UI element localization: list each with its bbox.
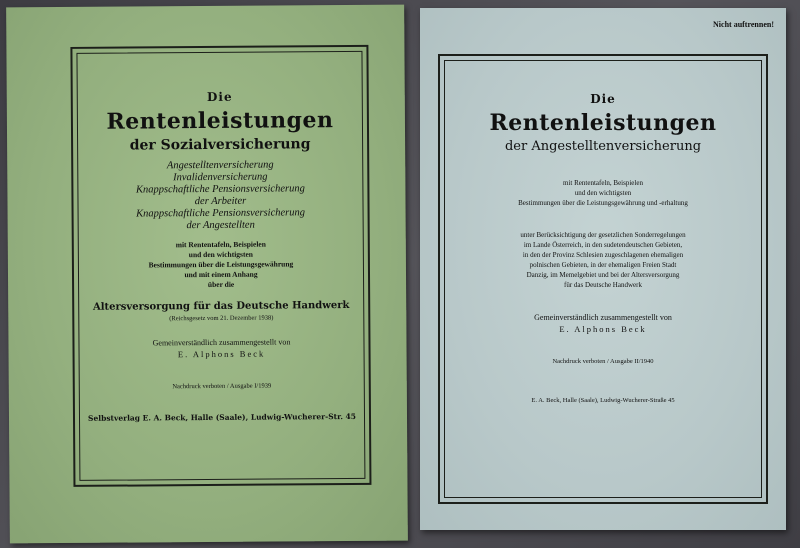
scope-paragraph [446,230,760,290]
edition-note: Nachdruck verboten / Ausgabe II/1940 [552,358,654,365]
publisher-line: E. A. Beck, Halle (Saale), Ludwig-Wucherer-Straße 45 [531,397,675,404]
contents-list [80,239,362,291]
contents-line: und den wichtigsten [574,189,632,197]
paragraph-line: im Lande Österreich, in den sudetendeutschen Gebieten, [523,241,683,249]
appendix-title: Altersversorgung für das Deutsche Handwerk [92,300,350,313]
branch-line: der Angestellten [186,219,255,232]
corner-note: Nicht auftrennen! [713,20,774,29]
cover-die: Die [590,92,616,106]
paragraph-line: unter Berücksichtigung der gesetzlichen Sonderregelungen [520,231,686,239]
law-note: (Reichsgesetz vom 21. Dezember 1938) [169,314,274,323]
edition-note: Nachdruck verboten / Ausgabe I/1939 [172,382,272,391]
cover-subtitle: der Sozialversicherung [129,136,311,154]
cover-title: Rentenleistungen [489,110,717,136]
cover-die: Die [206,89,233,104]
branch-line: Angestelltenversicherung [166,159,274,172]
contents-line: Bestimmungen über die Leistungsgewährung [148,259,294,270]
contents-line: und den wichtigsten [188,249,253,260]
branch-line: Knappschaftliche Pensionsversicherung [135,183,305,196]
cover-title: Rentenleistungen [106,107,334,135]
contents-line: mit Rententafeln, Beispielen [175,239,266,250]
paragraph-line: Danzig, im Memelgebiet und bei der Altersversorgung [526,271,680,279]
paragraph-line: polnischen Gebieten, in der ehemaligen Freien Stadt [529,261,677,269]
paragraph-line: für das Deutsche Handwerk [564,281,642,289]
branch-line: Knappschaftliche Pensionsversicherung [136,207,306,220]
contents-line: über die [207,279,235,289]
booklet-cover-blue [420,8,786,530]
author-intro: Gemeinverständlich zusammengestellt von [152,337,291,348]
author-intro: Gemeinverständlich zusammengestellt von [534,313,672,322]
contents-line: und mit einem Anhang [184,269,258,280]
author-name: E. Alphons Beck [177,348,266,360]
cover-text [446,92,760,492]
author-name: E. Alphons Beck [559,324,647,334]
paragraph-line: in den der Provinz Schlesien zugeschlagenen ehemaligen [522,251,684,259]
cover-subtitle: der Angestelltenversicherung [504,139,702,154]
contents-line: mit Rententafeln, Beispielen [563,179,643,187]
branch-line: Invalidenversicherung [173,171,268,184]
branches-list [79,159,361,233]
contents-list [446,178,760,208]
publisher-line: Selbstverlag E. A. Beck, Halle (Saale), Ludwig-Wucherer-Str. 45 [87,411,357,423]
cover-text [79,89,364,479]
contents-line: Bestimmungen über die Leistungsgewährung und -erhaltung [518,199,688,207]
booklet-cover-green [6,5,408,544]
branch-line: der Arbeiter [194,195,247,208]
